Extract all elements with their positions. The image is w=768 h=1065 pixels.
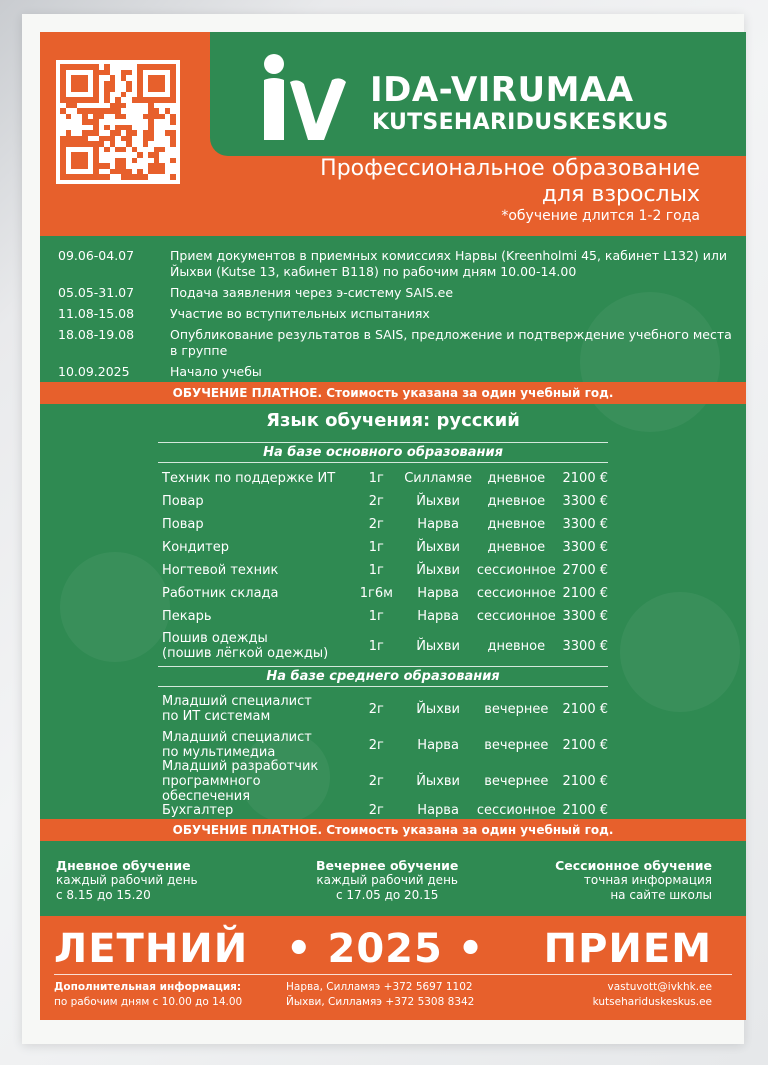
- schedule-text: Подача заявления через э-систему SAIS.ee: [170, 285, 454, 300]
- study-session-line2: на сайте школы: [610, 888, 712, 902]
- study-day: [56, 858, 198, 903]
- program-price: 2700 €: [562, 563, 609, 578]
- background-logo-mark: [620, 592, 740, 712]
- program-price: 3300 €: [562, 517, 609, 532]
- program-price: 2100 €: [562, 773, 609, 789]
- program-form: дневное: [487, 540, 546, 555]
- program-form: вечернее: [484, 773, 549, 789]
- program-row: [158, 582, 608, 605]
- footer-info: [54, 980, 242, 1010]
- schedule-row: [58, 306, 738, 322]
- program-duration: 1г: [368, 563, 384, 578]
- school-logo-icon: [252, 50, 348, 146]
- schedule-row: [58, 364, 738, 380]
- program-city: Нарва: [417, 609, 459, 624]
- school-name: IDA-VIRUMAA: [370, 70, 634, 110]
- footer-contacts: [593, 980, 712, 1010]
- footer-phone-2[interactable]: Йыхви, Силламяэ +372 5308 8342: [286, 996, 475, 1008]
- program-row: [158, 758, 609, 804]
- schedule-dates: 05.05-31.07: [58, 285, 135, 300]
- banner-word-admission: ПРИЕМ: [543, 926, 712, 972]
- footer-phone-1[interactable]: Нарва, Силламяэ +372 5697 1102: [286, 981, 473, 993]
- paid-notice-top: ОБУЧЕНИЕ ПЛАТНОЕ. Стоимость указана за один учебный год.: [40, 382, 746, 404]
- program-price: 3300 €: [562, 609, 609, 624]
- poster-title-line2: для взрослых: [541, 182, 700, 207]
- study-evening-title: Вечернее обучение: [316, 858, 459, 873]
- schedule-dates: 18.08-19.08: [58, 327, 135, 342]
- program-duration: 2г: [368, 701, 384, 717]
- program-price: 2100 €: [562, 471, 609, 486]
- program-price: 2100 €: [562, 803, 609, 818]
- program-name: Ногтевой техник: [162, 563, 279, 578]
- footer-email[interactable]: vastuvott@ivkhk.ee: [607, 981, 712, 993]
- program-duration: 1г: [368, 638, 384, 654]
- program-name: Младший специалист по мультимедиа: [162, 730, 312, 760]
- program-form: сессионное: [476, 803, 556, 818]
- section-title: На базе основного образования: [158, 442, 608, 463]
- program-city: Йыхви: [416, 638, 460, 654]
- language-heading: Язык обучения: русский: [266, 410, 520, 431]
- program-row: [158, 536, 608, 559]
- program-name: Кондитер: [162, 540, 229, 555]
- program-duration: 2г: [368, 803, 384, 818]
- schedule-text: Прием документов в приемных комиссиях Нарвы (Kreenholmi 45, кабинет L132) или Йыхви (Kutse 13, кабинет B118) по рабочим дням 10.00-14.00: [170, 248, 728, 279]
- program-name: Техник по поддержке ИТ: [162, 471, 336, 486]
- qr-module: [170, 174, 176, 180]
- program-name: Младший специалист по ИТ системам: [162, 694, 312, 724]
- program-city: Силламяе: [404, 471, 472, 486]
- program-name: Пекарь: [162, 609, 212, 624]
- section-title: На базе среднего образования: [158, 666, 608, 687]
- program-city: Йыхви: [416, 540, 460, 555]
- program-city: Нарва: [417, 737, 459, 753]
- program-name: Бухгалтер: [162, 803, 234, 818]
- footer-website[interactable]: kutsehariduskeskus.ee: [592, 996, 712, 1008]
- schedule-row: [58, 285, 738, 301]
- study-day-line1: каждый рабочий день: [56, 873, 198, 887]
- program-form: сессионное: [476, 609, 556, 624]
- program-row: [158, 691, 608, 727]
- program-form: дневное: [487, 517, 546, 532]
- program-price: 3300 €: [562, 494, 609, 509]
- study-evening: [316, 858, 458, 903]
- schedule-text: Опубликование результатов в SAIS, предложение и подтверждение учебного места в группе: [170, 327, 732, 358]
- school-subtitle: KUTSEHARIDUSKESKUS: [372, 110, 669, 135]
- program-form: дневное: [487, 494, 546, 509]
- program-city: Йыхви: [416, 563, 460, 578]
- program-duration: 2г: [368, 737, 384, 753]
- program-name: Повар: [162, 517, 204, 532]
- program-price: 3300 €: [562, 638, 609, 654]
- program-form: сессионное: [476, 586, 556, 601]
- paid-notice-bottom: ОБУЧЕНИЕ ПЛАТНОЕ. Стоимость указана за один учебный год.: [40, 819, 746, 841]
- schedule-row: [58, 327, 738, 359]
- study-day-title: Дневное обучение: [56, 858, 191, 873]
- footer-phones: [286, 980, 474, 1010]
- study-session-line1: точная информация: [583, 873, 712, 887]
- programs-table: [158, 440, 608, 822]
- program-name: Пошив одежды (пошив лёгкой одежды): [162, 631, 329, 661]
- schedule-row: [58, 248, 738, 280]
- program-price: 2100 €: [562, 737, 609, 753]
- program-city: Йыхви: [416, 494, 460, 509]
- background-logo-mark: [60, 552, 170, 662]
- admission-schedule: [58, 248, 738, 385]
- program-duration: 2г: [368, 517, 384, 532]
- schedule-dates: 09.06-04.07: [58, 248, 135, 263]
- program-city: Нарва: [417, 517, 459, 532]
- program-row: [158, 559, 608, 582]
- program-name: Работник склада: [162, 586, 279, 601]
- poster-title-note: *обучение длится 1-2 года: [501, 208, 700, 224]
- program-duration: 2г: [368, 773, 384, 789]
- program-price: 2100 €: [562, 586, 609, 601]
- schedule-dates: 10.09.2025: [58, 364, 130, 379]
- program-price: 3300 €: [562, 540, 609, 555]
- program-row: [158, 513, 608, 536]
- program-city: Йыхви: [416, 773, 460, 789]
- program-row: [158, 490, 608, 513]
- program-row: [158, 605, 608, 628]
- schedule-text: Начало учебы: [170, 364, 262, 379]
- program-form: сессионное: [476, 563, 556, 578]
- program-duration: 1г: [368, 540, 384, 555]
- program-city: Йыхви: [416, 701, 460, 717]
- program-row: [158, 467, 608, 490]
- program-city: Нарва: [417, 803, 459, 818]
- program-name: Повар: [162, 494, 204, 509]
- footer-info-title: Дополнительная информация:: [54, 981, 242, 993]
- program-form: дневное: [487, 638, 546, 654]
- schedule-dates: 11.08-15.08: [58, 306, 135, 321]
- study-evening-line1: каждый рабочий день: [316, 873, 458, 887]
- banner-year: • 2025 •: [286, 926, 485, 972]
- study-session: [555, 858, 712, 903]
- banner-word-summer: ЛЕТНИЙ: [54, 926, 249, 972]
- footer-divider: [54, 974, 732, 975]
- program-form: дневное: [487, 471, 546, 486]
- qr-code[interactable]: [56, 60, 180, 184]
- program-form: вечернее: [484, 701, 549, 717]
- schedule-text: Участие во вступительных испытаниях: [170, 306, 430, 321]
- poster: [40, 32, 746, 1020]
- program-row: [158, 628, 608, 664]
- program-form: вечернее: [484, 737, 549, 753]
- program-city: Нарва: [417, 586, 459, 601]
- program-price: 2100 €: [562, 701, 609, 717]
- program-name: Младший разработчик программного обеспечения: [162, 758, 319, 804]
- poster-title-line1: Профессиональное образование: [320, 156, 700, 181]
- study-day-line2: с 8.15 до 15.20: [56, 888, 151, 902]
- footer-info-hours: по рабочим дням с 10.00 до 14.00: [54, 996, 243, 1008]
- study-evening-line2: с 17.05 до 20.15: [335, 888, 439, 902]
- program-duration: 1г: [368, 471, 384, 486]
- program-duration: 2г: [368, 494, 384, 509]
- program-duration: 1г: [368, 609, 384, 624]
- program-duration: 1г6м: [359, 586, 393, 601]
- study-session-title: Сессионное обучение: [555, 858, 712, 873]
